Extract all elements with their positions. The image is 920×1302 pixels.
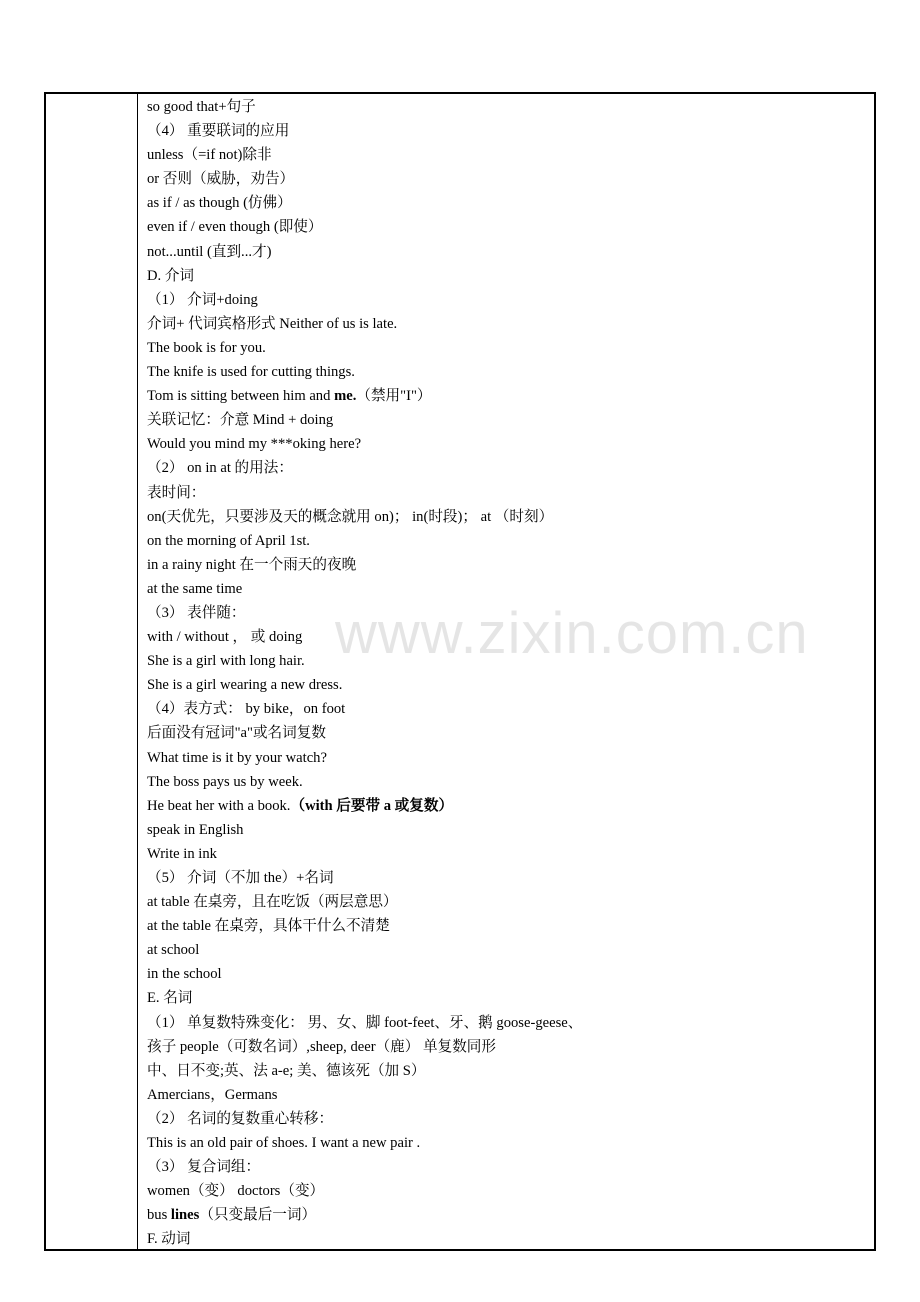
text-line — [147, 1179, 874, 1203]
text-run: Would you mind my ***oking here? — [147, 436, 362, 453]
text-run: （4）表方式： by bike，on foot — [147, 701, 346, 718]
text-line — [147, 794, 874, 818]
text-line — [147, 119, 874, 143]
text-run: bus — [147, 1207, 171, 1224]
text-line — [147, 1083, 874, 1107]
text-run: with / without ， 或 doing — [147, 629, 303, 646]
left-column-cell — [46, 94, 138, 1249]
text-line — [147, 697, 874, 721]
text-run: unless（=if not)除非 — [147, 147, 272, 164]
text-run: What time is it by your watch? — [147, 749, 327, 766]
text-run: （4） 重要联词的应用 — [147, 123, 290, 140]
text-line — [147, 625, 874, 649]
text-line — [147, 288, 874, 312]
text-run: （2） on in at 的用法： — [147, 460, 293, 477]
text-line — [147, 721, 874, 745]
text-run: at the table 在桌旁，具体干什么不清楚 — [147, 918, 390, 935]
text-run: 后面没有冠词"a"或名词复数 — [147, 725, 326, 742]
watermark: www.zixin.com.cn — [335, 601, 809, 666]
text-run: or 否则（威胁，劝告） — [147, 171, 295, 188]
text-run: 关联记忆：介意 Mind + doing — [147, 412, 334, 429]
text-line — [147, 1011, 874, 1035]
text-line — [147, 529, 874, 553]
bold-text: lines — [170, 1207, 200, 1224]
text-run: Amercians，Germans — [147, 1086, 278, 1103]
text-run: D. 介词 — [147, 267, 195, 284]
text-run: The boss pays us by week. — [147, 773, 303, 790]
text-run: so good that+句子 — [147, 99, 256, 115]
text-line — [147, 962, 874, 986]
text-run: （1） 介词+doing — [147, 291, 258, 308]
text-line — [147, 1107, 874, 1131]
text-run: F. 动词 — [147, 1231, 191, 1248]
text-run: 孩子 people（可数名词）,sheep, deer（鹿） 单复数同形 — [147, 1038, 496, 1055]
text-line — [147, 1035, 874, 1059]
text-run: E. 名词 — [147, 990, 193, 1007]
text-line — [147, 481, 874, 505]
text-line — [147, 770, 874, 794]
text-run: at the same time — [147, 580, 243, 597]
text-line — [147, 505, 874, 529]
text-run: on(天优先，只要涉及天的概念就用 on)； in(时段)； at （时刻） — [147, 508, 554, 525]
content-cell — [138, 94, 874, 1249]
text-run: not...until (直到...才) — [147, 243, 272, 260]
text-line — [147, 1059, 874, 1083]
text-line — [147, 842, 874, 866]
text-run: The knife is used for cutting things. — [147, 364, 355, 381]
text-line — [147, 577, 874, 601]
text-line — [147, 938, 874, 962]
bold-text: me. — [334, 388, 357, 405]
text-run: （1） 单复数特殊变化： 男、女、脚 foot-feet、牙、鹅 goose-geese、 — [147, 1014, 583, 1031]
text-line — [147, 312, 874, 336]
text-line — [147, 601, 874, 625]
text-run: The book is for you. — [147, 339, 266, 356]
text-line — [147, 264, 874, 288]
text-line — [147, 432, 874, 456]
text-run: 中、日不变;英、法 a-e; 美、德该死（加 S） — [147, 1062, 426, 1079]
text-run: （3） 复合词组： — [147, 1159, 261, 1176]
text-run: 表时间： — [147, 484, 206, 501]
text-line — [147, 143, 874, 167]
text-line — [147, 1155, 874, 1179]
text-line — [147, 673, 874, 697]
text-run: Write in ink — [147, 845, 217, 862]
text-run: at table 在桌旁，且在吃饭（两层意思） — [147, 894, 398, 911]
text-run: （只变最后一词） — [199, 1207, 317, 1224]
text-run: on the morning of April 1st. — [147, 532, 310, 549]
text-line — [147, 408, 874, 432]
text-run: This is an old pair of shoes. I want a new pair . — [147, 1135, 421, 1152]
text-line — [147, 456, 874, 480]
text-run: （禁用"I"） — [356, 388, 432, 405]
text-run: women（变） doctors（变） — [147, 1183, 325, 1200]
text-line — [147, 1131, 874, 1155]
text-run: at school — [147, 942, 200, 959]
text-line — [147, 167, 874, 191]
text-line — [147, 360, 874, 384]
text-line — [147, 336, 874, 360]
text-line — [147, 866, 874, 890]
text-line — [147, 1227, 874, 1251]
text-line — [147, 553, 874, 577]
text-line — [147, 890, 874, 914]
text-run: He beat her with a book. — [147, 797, 291, 814]
text-line — [147, 95, 874, 119]
text-line — [147, 818, 874, 842]
text-run: She is a girl with long hair. — [147, 653, 305, 670]
text-run: in the school — [147, 966, 222, 983]
text-run: （5） 介词（不加 the）+名词 — [147, 870, 334, 886]
text-line — [147, 191, 874, 215]
text-line — [147, 384, 874, 408]
text-run: 介词+ 代词宾格形式 Neither of us is late. — [147, 315, 398, 332]
text-run: Tom is sitting between him and — [147, 388, 335, 405]
text-line — [147, 240, 874, 264]
text-run: speak in English — [147, 821, 244, 838]
text-line — [147, 215, 874, 239]
document-table — [44, 92, 876, 1251]
text-line — [147, 1203, 874, 1227]
bold-text: （with 后要带 a 或复数） — [290, 797, 454, 814]
text-run: as if / as though (仿佛） — [147, 195, 292, 212]
text-line — [147, 649, 874, 673]
text-line — [147, 986, 874, 1010]
text-run: （3） 表伴随： — [147, 604, 246, 621]
text-run: She is a girl wearing a new dress. — [147, 677, 343, 694]
text-run: even if / even though (即使） — [147, 219, 323, 236]
text-line — [147, 746, 874, 770]
text-line — [147, 914, 874, 938]
text-run: in a rainy night 在一个雨天的夜晚 — [147, 556, 357, 573]
text-run: （2） 名词的复数重心转移： — [147, 1110, 334, 1127]
